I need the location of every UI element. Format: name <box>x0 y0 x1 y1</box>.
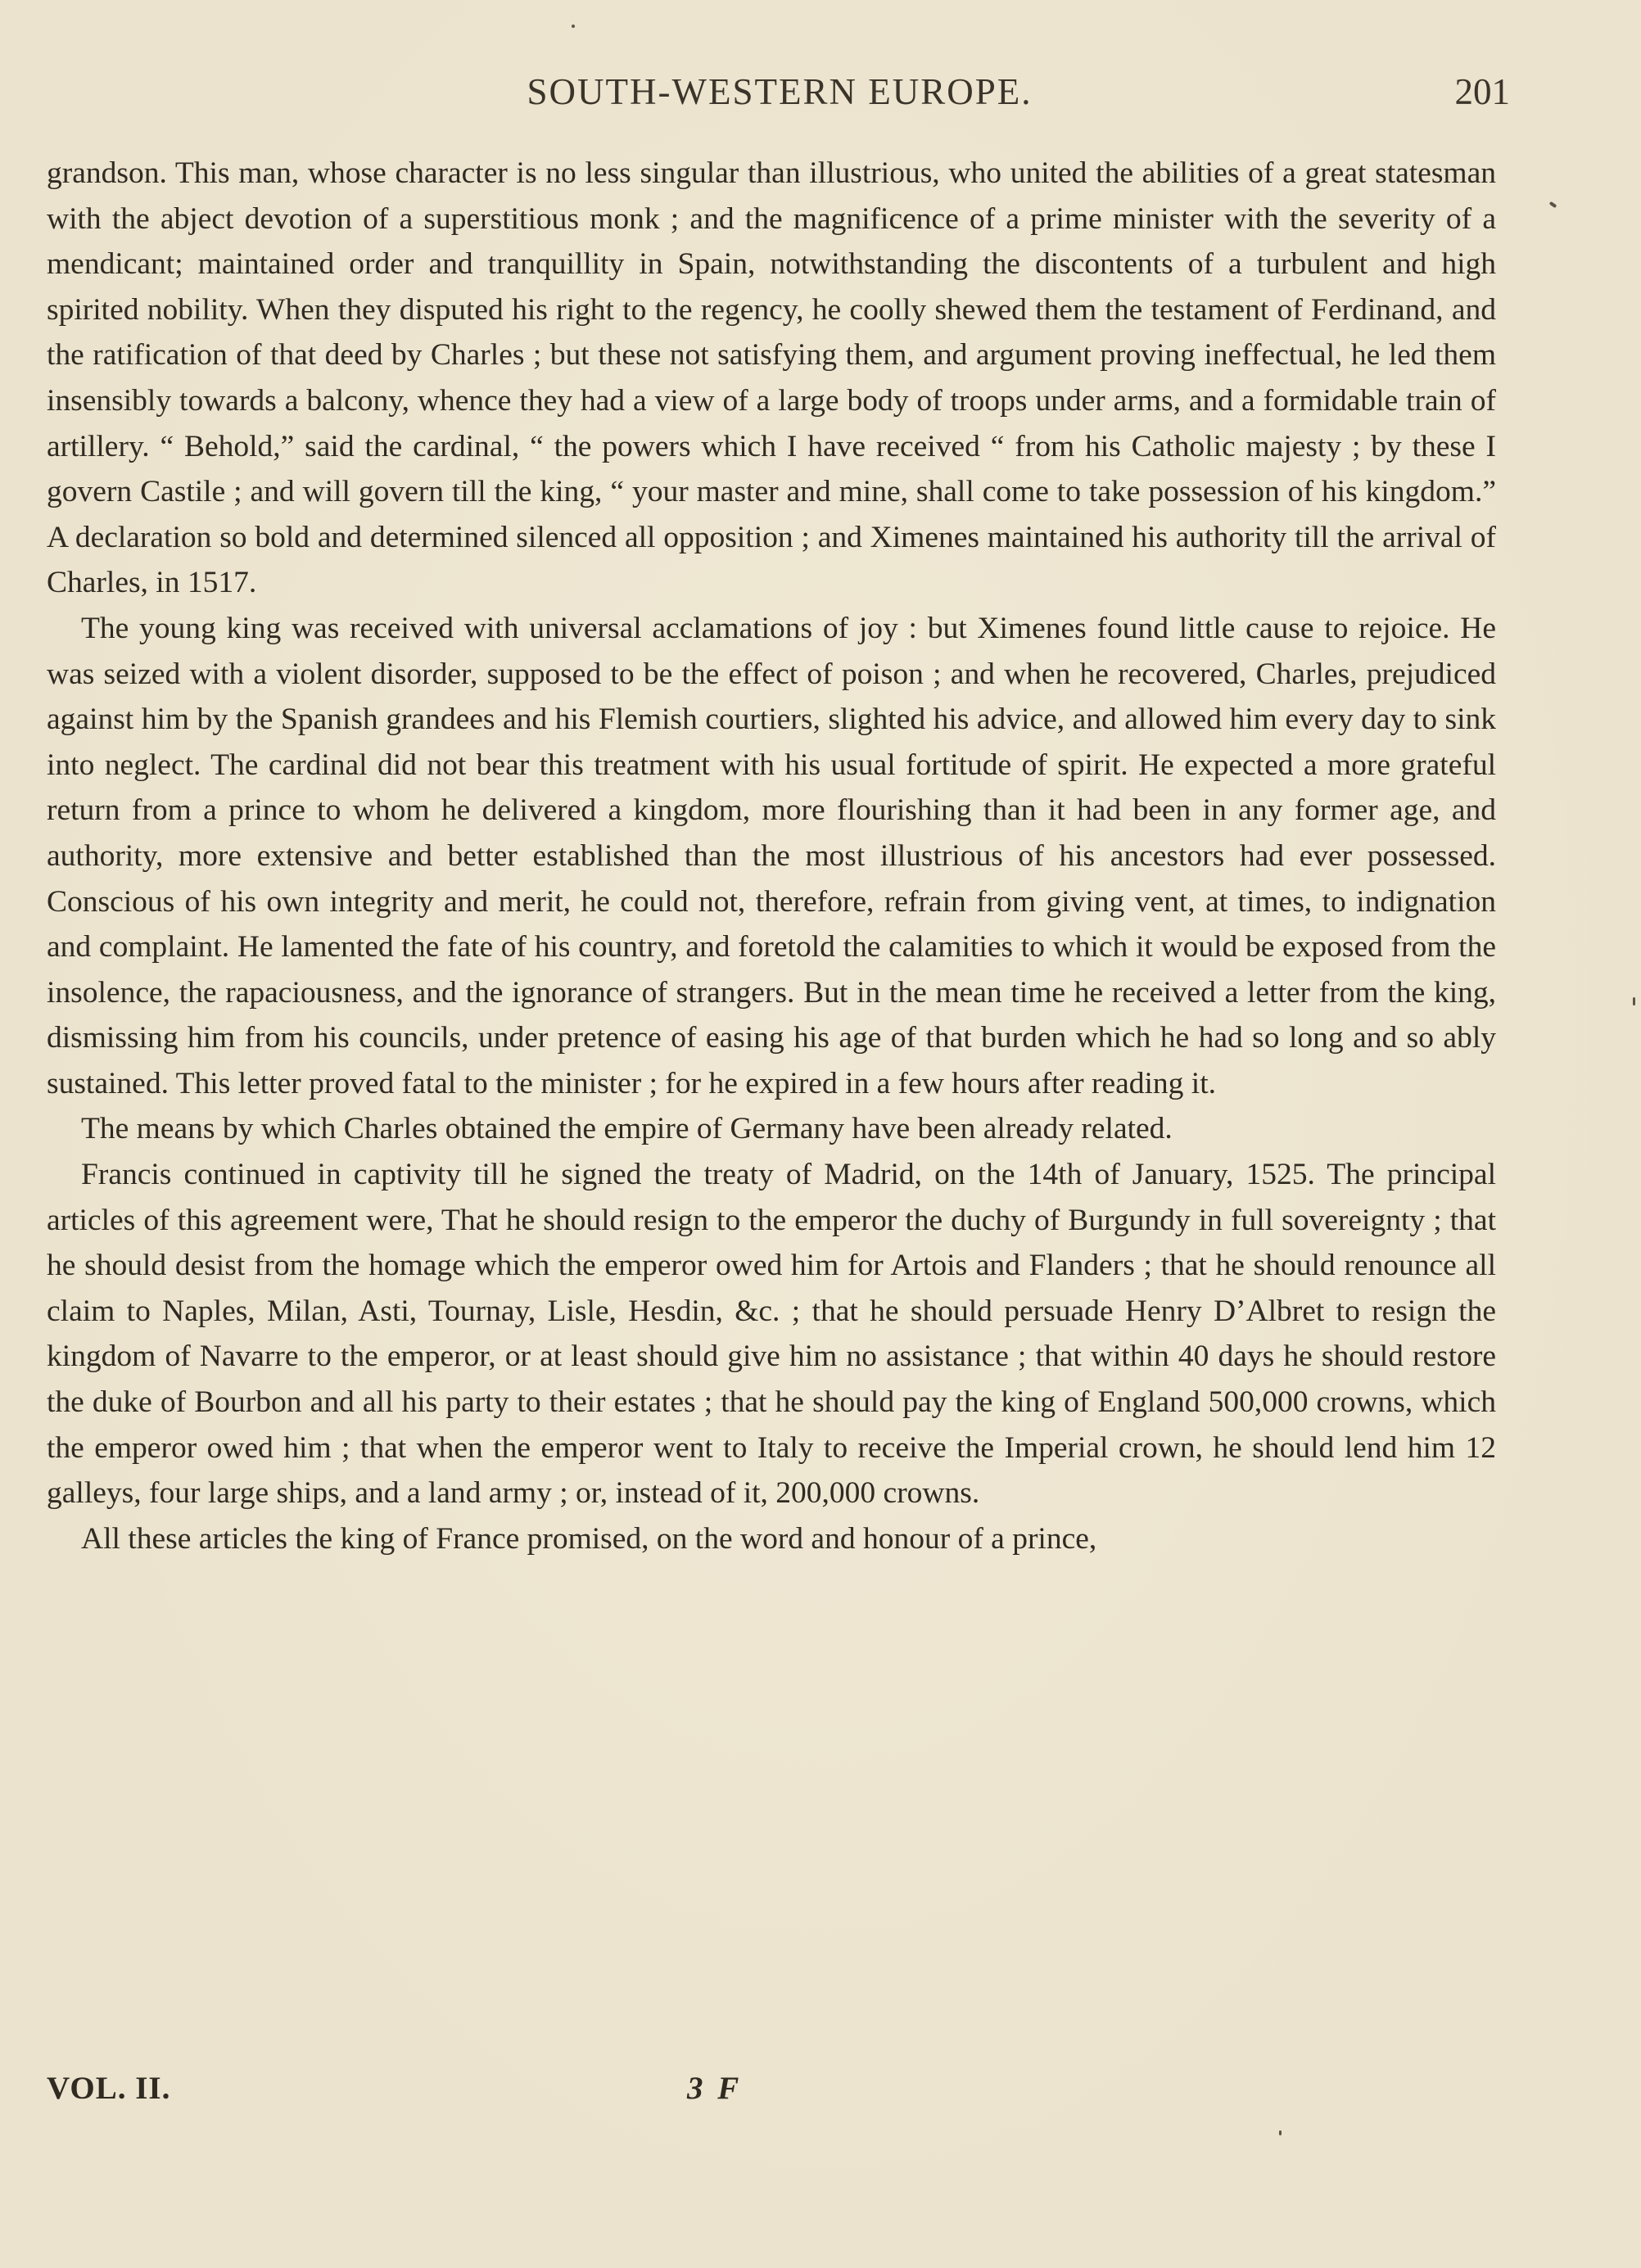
paragraph-empire-of-germany: The means by which Charles obtained the empire of Germany have been already related. <box>81 1112 1173 1146</box>
signature-mark: 3 F <box>687 2071 743 2106</box>
paragraph-treaty-of-madrid: Francis continued in captivity till he signed the treaty of Madrid, on the 14th of January, 1525. The principal articles of this agreement were, That he should resign to the emperor the duchy of Burgundy in full sovereignty ; that he should desist from the homage which the emperor owed him for Artois and Flanders ; that he should renounce all claim to Naples, Milan, Asti, Tournay, Lisle, Hesdin, &c. ; that he should persuade Henry D’Albret to resign the kingdom of Navarre to the emperor, or at least should give him no assistance ; that within 40 days he should restore the duke of Bourbon and all his party to their estates ; that he should pay the king of England 500,000 crowns, which the emperor owed him ; that when the emperor went to Italy to receive the Imperial crown, he should lend him 12 galleys, four large ships, and a land army ; or, instead of it, 200,000 crowns. <box>47 1158 1496 1511</box>
page-footer <box>47 2070 1496 2119</box>
paragraph-articles-promised: All these articles the king of France promised, on the word and honour of a prince, <box>81 1521 1097 1556</box>
ink-speck <box>1633 997 1635 1005</box>
ink-speck <box>572 25 575 28</box>
page-number: 201 <box>1454 71 1510 112</box>
paragraph-young-king: The young king was received with universal acclamations of joy : but Ximenes found little cause to rejoice. He was seized with a violent disorder, supposed to be the effect of poison ; and when he recovered, Charles, prejudiced against him by the Spanish grandees and his Flemish courtiers, slighted his advice, and allowed him every day to sink into neglect. The cardinal did not bear this treatment with his usual fortitude of spirit. He expected a more grateful return from a prince to whom he delivered a kingdom, more flourishing than it had been in any former age, and authority, more extensive and better established than the most illustrious of his ancestors had ever possessed. Conscious of his own integrity and merit, he could not, therefore, refrain from giving vent, at times, to indignation and complaint. He lamented the fate of his country, and foretold the calamities to which it would be exposed from the insolence, the rapaciousness, and the ignorance of strangers. But in the mean time he received a letter from the king, dismissing him from his councils, under pretence of easing his age of that burden which he had so long and so ably sustained. This letter proved fatal to the minister ; for he expired in a few hours after reading it. <box>47 611 1496 1100</box>
volume-label: VOL. II. <box>47 2071 171 2106</box>
running-title: SOUTH-WESTERN EUROPE. <box>527 71 1033 112</box>
ink-speck <box>1549 201 1557 208</box>
ink-speck <box>1279 2130 1282 2135</box>
paragraph-ximenes-regency: grandson. This man, whose character is no less singular than illustrious, who united the abilities of a great statesman with the abject devotion of a superstitious monk ; and the magnificence of a prime minister with the severity of a mendicant; maintained order and tranquillity in Spain, notwithstanding the discontents of a turbulent and high spirited nobility. When they disputed his right to the regency, he coolly shewed them the testament of Ferdinand, and the ratification of that deed by Charles ; but these not satisfying them, and argument proving ineffectual, he led them insensibly towards a balcony, whence they had a view of a large body of troops under arms, and a formidable train of artillery. “ Behold,” said the cardinal, “ the powers which I have received “ from his Catholic majesty ; by these I govern Castile ; and will govern till the king, “ your master and mine, shall come to take possession of his kingdom.” A declaration so bold and determined silenced all opposition ; and Ximenes maintained his authority till the arrival of Charles, in 1517. <box>47 156 1496 600</box>
body-text <box>47 151 1496 1561</box>
running-head <box>49 70 1510 120</box>
